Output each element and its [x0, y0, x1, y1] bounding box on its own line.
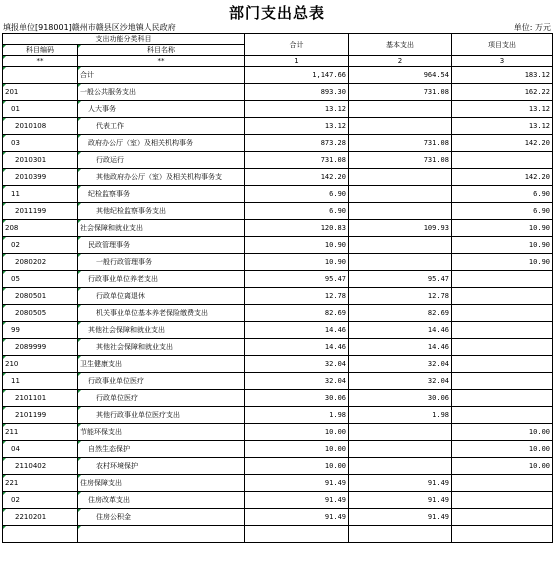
table-row — [3, 356, 553, 373]
cell-name: 行政单位离退休 — [78, 288, 245, 305]
cell-name: 卫生健康支出 — [78, 356, 245, 373]
cell-project: 10.00 — [452, 458, 553, 475]
expenditure-table — [2, 33, 553, 543]
cell-code: 11 — [3, 186, 78, 203]
cell-total: 142.20 — [245, 169, 349, 186]
cell-project — [452, 492, 553, 509]
cell-total: 120.83 — [245, 220, 349, 237]
cell-basic: 12.78 — [349, 288, 452, 305]
cell-basic: 964.54 — [349, 67, 452, 84]
cell-code: 02 — [3, 492, 78, 509]
cell-code: 2080501 — [3, 288, 78, 305]
cell-name: 纪检监察事务 — [78, 186, 245, 203]
index-name: ** — [78, 56, 245, 67]
cell-basic — [349, 526, 452, 543]
header-code: 科目编码 — [3, 45, 78, 56]
cell-basic: 731.08 — [349, 84, 452, 101]
cell-project — [452, 322, 553, 339]
cell-name: 其他社会保障和就业支出 — [78, 322, 245, 339]
cell-total: 32.04 — [245, 373, 349, 390]
cell-name: 民政管理事务 — [78, 237, 245, 254]
table-row — [3, 339, 553, 356]
cell-name: 行政事业单位养老支出 — [78, 271, 245, 288]
cell-project — [452, 475, 553, 492]
table-row — [3, 322, 553, 339]
table-row — [3, 84, 553, 101]
cell-project: 10.00 — [452, 424, 553, 441]
cell-name — [78, 526, 245, 543]
cell-total: 10.00 — [245, 424, 349, 441]
table-row — [3, 305, 553, 322]
cell-code: 02 — [3, 237, 78, 254]
cell-code: 03 — [3, 135, 78, 152]
cell-basic: 14.46 — [349, 322, 452, 339]
cell-code: 2080505 — [3, 305, 78, 322]
cell-code: 210 — [3, 356, 78, 373]
cell-total: 13.12 — [245, 118, 349, 135]
cell-project: 10.90 — [452, 237, 553, 254]
cell-project — [452, 356, 553, 373]
cell-code — [3, 526, 78, 543]
header-project: 项目支出 — [452, 34, 553, 56]
table-row — [3, 203, 553, 220]
cell-project: 6.90 — [452, 203, 553, 220]
cell-total: 95.47 — [245, 271, 349, 288]
table-row — [3, 492, 553, 509]
table-row — [3, 169, 553, 186]
cell-basic — [349, 169, 452, 186]
index-code: ** — [3, 56, 78, 67]
cell-project — [452, 271, 553, 288]
cell-basic — [349, 254, 452, 271]
cell-basic: 32.04 — [349, 356, 452, 373]
table-row — [3, 254, 553, 271]
cell-total: 82.69 — [245, 305, 349, 322]
cell-basic: 14.46 — [349, 339, 452, 356]
cell-name: 自然生态保护 — [78, 441, 245, 458]
cell-name: 节能环保支出 — [78, 424, 245, 441]
table-row — [3, 220, 553, 237]
cell-basic: 95.47 — [349, 271, 452, 288]
table-row — [3, 152, 553, 169]
cell-total: 10.00 — [245, 458, 349, 475]
header-name: 科目名称 — [78, 45, 245, 56]
cell-name: 人大事务 — [78, 101, 245, 118]
cell-code: 201 — [3, 84, 78, 101]
cell-code: 2210201 — [3, 509, 78, 526]
cell-code: 2080202 — [3, 254, 78, 271]
cell-basic — [349, 441, 452, 458]
table-row — [3, 288, 553, 305]
cell-total: 1.98 — [245, 407, 349, 424]
cell-name: 行政运行 — [78, 152, 245, 169]
table-row — [3, 67, 553, 84]
cell-code: 208 — [3, 220, 78, 237]
cell-project — [452, 339, 553, 356]
cell-name: 行政单位医疗 — [78, 390, 245, 407]
index-3: 3 — [452, 56, 553, 67]
table-row — [3, 458, 553, 475]
cell-name: 政府办公厅（室）及相关机构事务 — [78, 135, 245, 152]
cell-project: 10.90 — [452, 220, 553, 237]
table-row — [3, 373, 553, 390]
cell-name: 一般公共服务支出 — [78, 84, 245, 101]
table-row — [3, 101, 553, 118]
header-function-category: 支出功能分类科目 — [3, 34, 245, 45]
cell-project — [452, 152, 553, 169]
cell-basic: 91.49 — [349, 492, 452, 509]
cell-total: 91.49 — [245, 509, 349, 526]
cell-basic: 731.08 — [349, 135, 452, 152]
report-title: 部门支出总表 — [228, 4, 325, 22]
table-row — [3, 271, 553, 288]
cell-name: 其他纪检监察事务支出 — [78, 203, 245, 220]
currency-unit: 单位: 万元 — [513, 23, 551, 32]
table-row — [3, 441, 553, 458]
cell-total: 10.90 — [245, 254, 349, 271]
cell-code: 05 — [3, 271, 78, 288]
cell-total: 12.78 — [245, 288, 349, 305]
cell-code: 2011199 — [3, 203, 78, 220]
cell-code: 2010399 — [3, 169, 78, 186]
cell-total: 14.46 — [245, 322, 349, 339]
cell-basic: 109.93 — [349, 220, 452, 237]
cell-name: 其他社会保障和就业支出 — [78, 339, 245, 356]
cell-project — [452, 373, 553, 390]
cell-total: 1,147.66 — [245, 67, 349, 84]
table-row — [3, 390, 553, 407]
cell-total: 873.28 — [245, 135, 349, 152]
cell-project: 162.22 — [452, 84, 553, 101]
cell-code: 04 — [3, 441, 78, 458]
cell-total: 6.90 — [245, 203, 349, 220]
cell-project: 13.12 — [452, 101, 553, 118]
cell-project: 6.90 — [452, 186, 553, 203]
cell-code: 2089999 — [3, 339, 78, 356]
cell-basic — [349, 203, 452, 220]
cell-code: 2010108 — [3, 118, 78, 135]
cell-code: 2101101 — [3, 390, 78, 407]
cell-basic: 30.06 — [349, 390, 452, 407]
cell-basic — [349, 237, 452, 254]
cell-project: 10.00 — [452, 441, 553, 458]
cell-project — [452, 526, 553, 543]
table-row — [3, 509, 553, 526]
cell-basic — [349, 186, 452, 203]
header-basic: 基本支出 — [349, 34, 452, 56]
cell-project — [452, 390, 553, 407]
cell-project — [452, 288, 553, 305]
index-1: 1 — [245, 56, 349, 67]
cell-basic — [349, 458, 452, 475]
cell-basic — [349, 424, 452, 441]
cell-name: 农村环境保护 — [78, 458, 245, 475]
cell-total: 32.04 — [245, 356, 349, 373]
cell-basic: 91.49 — [349, 475, 452, 492]
table-row — [3, 526, 553, 543]
cell-total: 893.30 — [245, 84, 349, 101]
cell-project: 183.12 — [452, 67, 553, 84]
cell-basic: 1.98 — [349, 407, 452, 424]
cell-code: 221 — [3, 475, 78, 492]
table-row — [3, 186, 553, 203]
cell-total: 14.46 — [245, 339, 349, 356]
cell-name: 住房改革支出 — [78, 492, 245, 509]
cell-basic — [349, 118, 452, 135]
cell-project: 142.20 — [452, 169, 553, 186]
cell-name: 其他政府办公厅（室）及相关机构事务支 — [78, 169, 245, 186]
header-total: 合计 — [245, 34, 349, 56]
reporting-unit: 填报单位[918001]赣州市赣县区沙地镇人民政府 — [3, 23, 176, 32]
cell-name: 机关事业单位基本养老保险缴费支出 — [78, 305, 245, 322]
cell-basic: 32.04 — [349, 373, 452, 390]
table-row — [3, 475, 553, 492]
cell-total: 13.12 — [245, 101, 349, 118]
cell-total: 91.49 — [245, 492, 349, 509]
cell-code: 2010301 — [3, 152, 78, 169]
cell-total — [245, 526, 349, 543]
cell-code: 2110402 — [3, 458, 78, 475]
cell-name: 代表工作 — [78, 118, 245, 135]
cell-total: 10.00 — [245, 441, 349, 458]
cell-name: 住房保障支出 — [78, 475, 245, 492]
cell-name: 一般行政管理事务 — [78, 254, 245, 271]
cell-code — [3, 67, 78, 84]
table-row — [3, 407, 553, 424]
table-row — [3, 118, 553, 135]
cell-basic: 731.08 — [349, 152, 452, 169]
cell-total: 6.90 — [245, 186, 349, 203]
cell-name: 其他行政事业单位医疗支出 — [78, 407, 245, 424]
table-row — [3, 135, 553, 152]
cell-name: 合计 — [78, 67, 245, 84]
cell-project: 142.20 — [452, 135, 553, 152]
table-body — [3, 67, 553, 543]
table-row — [3, 424, 553, 441]
cell-code: 2101199 — [3, 407, 78, 424]
cell-project: 10.90 — [452, 254, 553, 271]
cell-basic: 82.69 — [349, 305, 452, 322]
cell-basic: 91.49 — [349, 509, 452, 526]
table-row — [3, 237, 553, 254]
cell-total: 91.49 — [245, 475, 349, 492]
cell-total: 30.06 — [245, 390, 349, 407]
cell-total: 10.90 — [245, 237, 349, 254]
cell-project — [452, 509, 553, 526]
cell-code: 211 — [3, 424, 78, 441]
cell-code: 99 — [3, 322, 78, 339]
cell-name: 行政事业单位医疗 — [78, 373, 245, 390]
cell-project — [452, 407, 553, 424]
cell-code: 11 — [3, 373, 78, 390]
index-2: 2 — [349, 56, 452, 67]
cell-name: 社会保障和就业支出 — [78, 220, 245, 237]
cell-project: 13.12 — [452, 118, 553, 135]
cell-name: 住房公积金 — [78, 509, 245, 526]
cell-code: 01 — [3, 101, 78, 118]
cell-total: 731.08 — [245, 152, 349, 169]
cell-project — [452, 305, 553, 322]
cell-basic — [349, 101, 452, 118]
